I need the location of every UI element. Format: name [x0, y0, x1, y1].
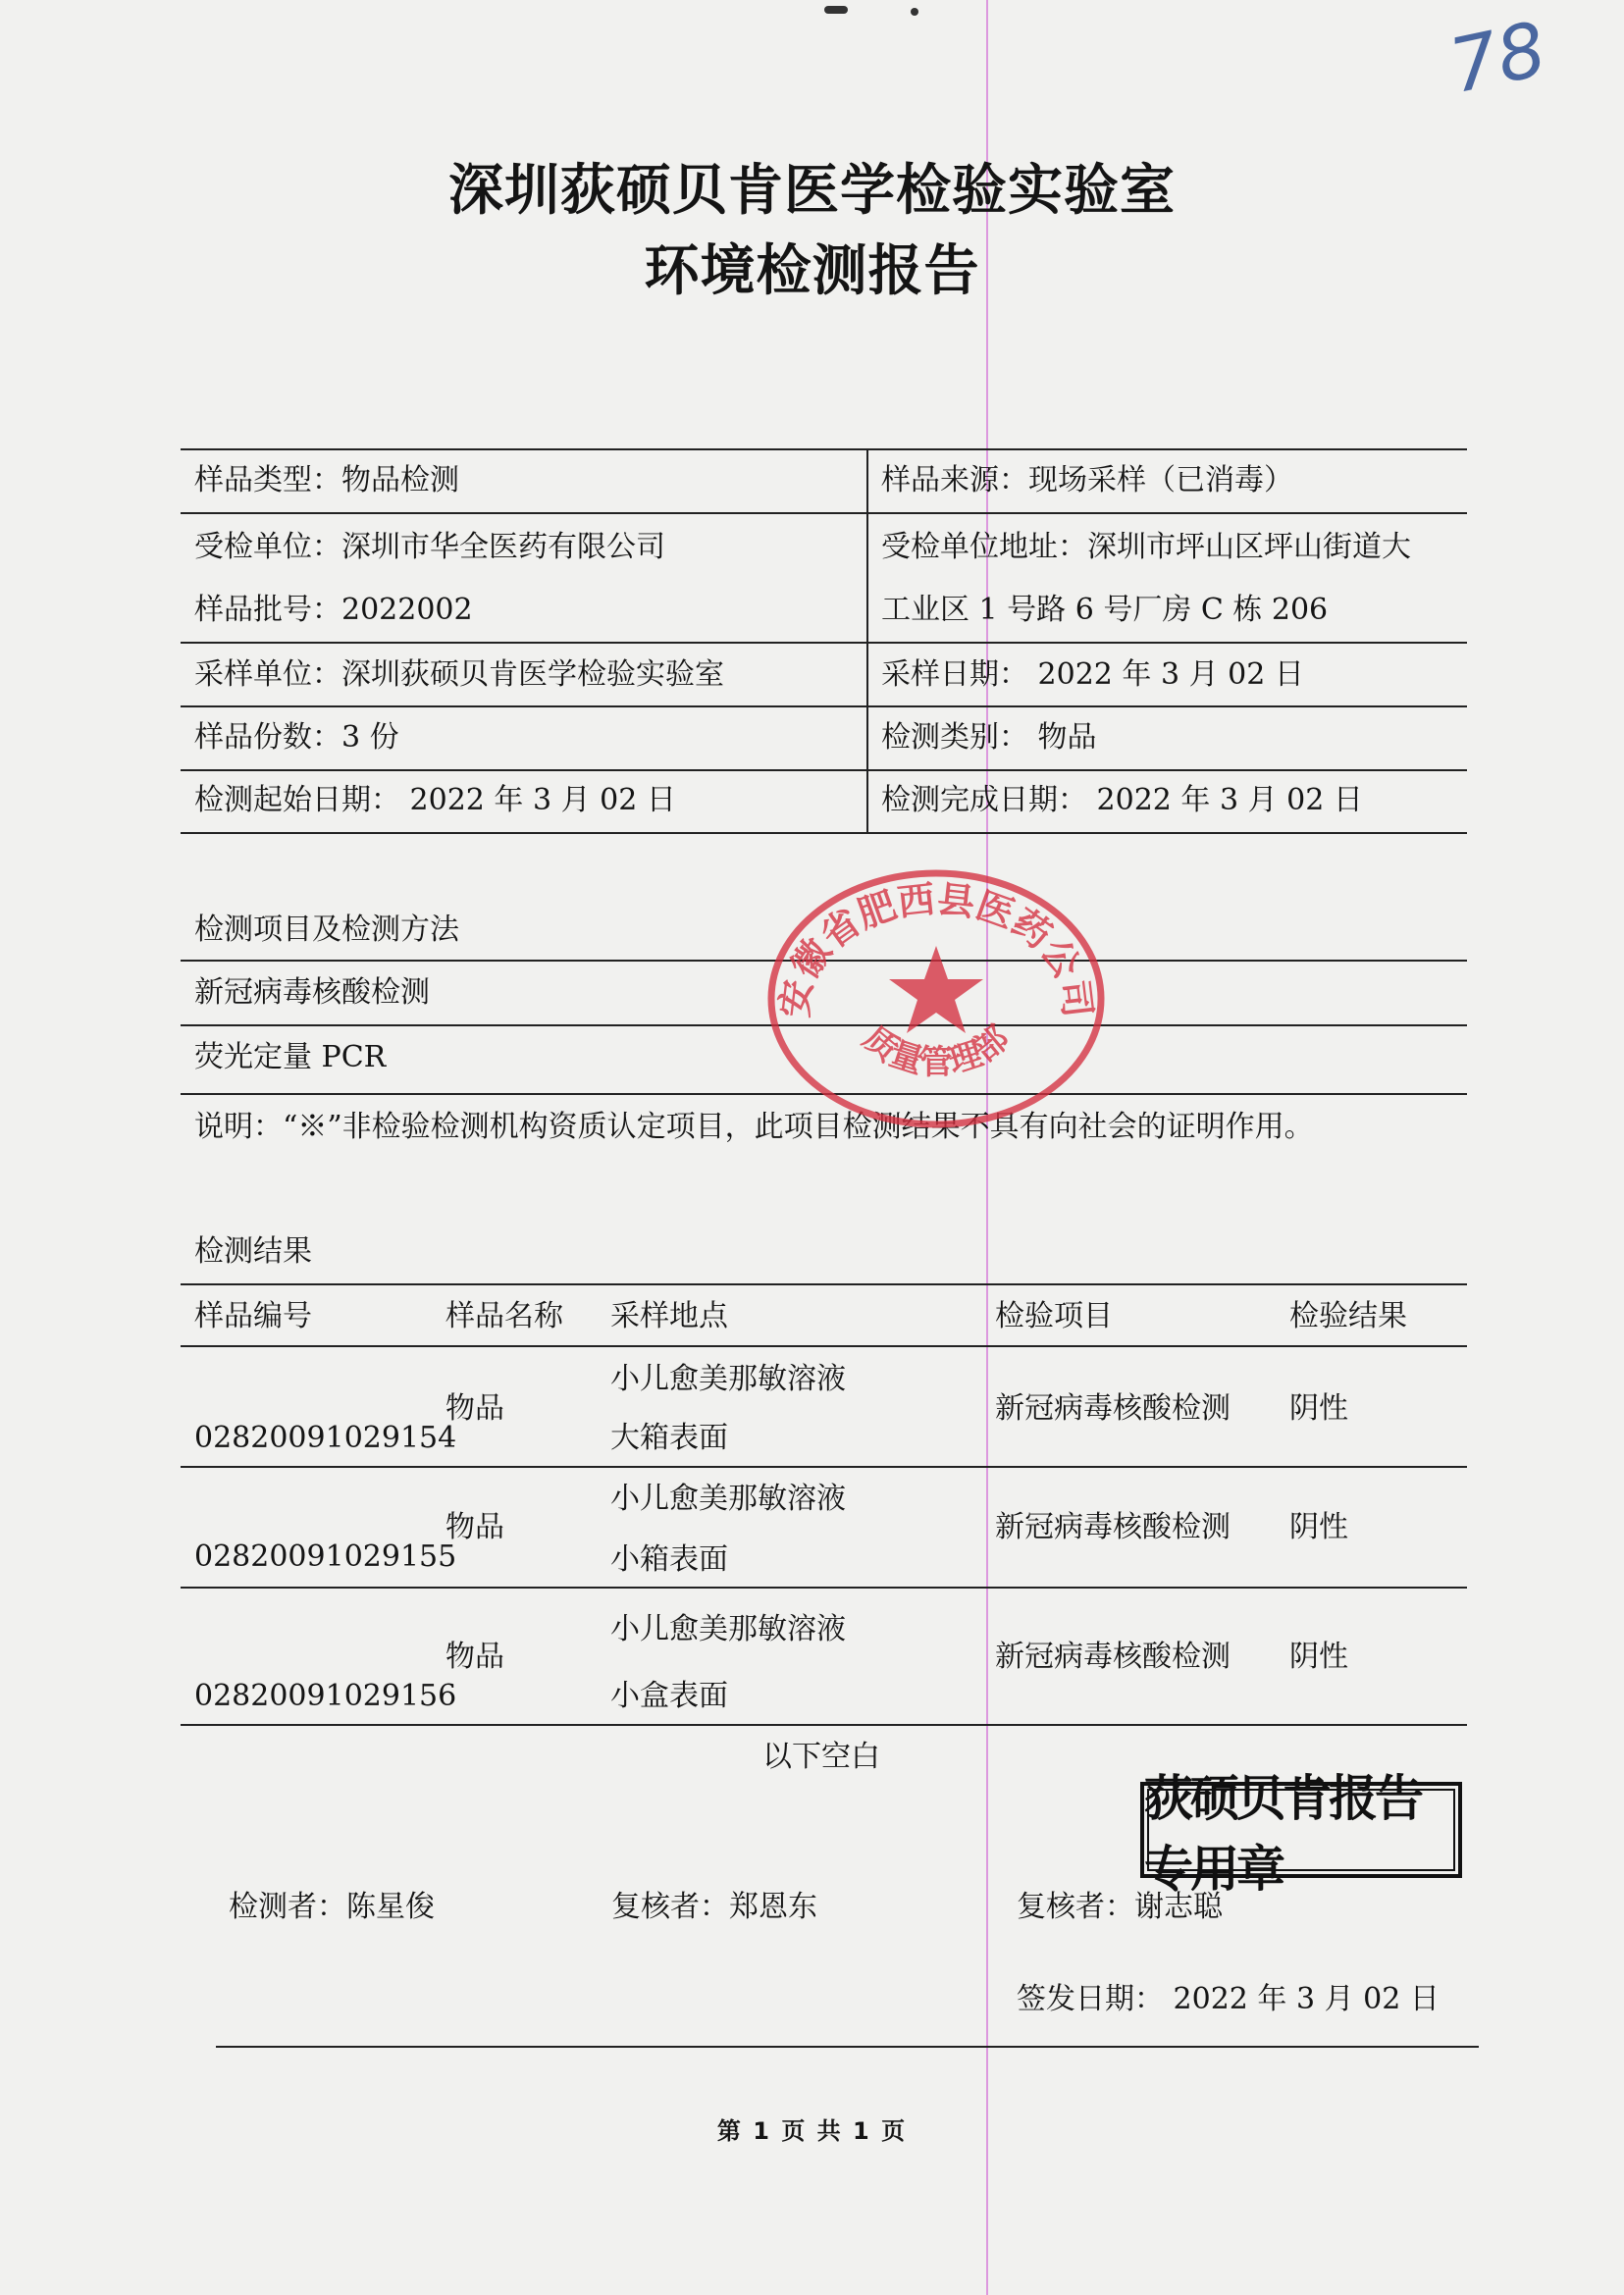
table-rule [181, 642, 1467, 644]
row2-item: 新冠病毒核酸检测 [995, 1510, 1231, 1544]
table-rule [181, 1345, 1467, 1347]
red-seal [761, 861, 1111, 1136]
table-rule [181, 1587, 1467, 1589]
row2-id: 02820091029155 [194, 1539, 457, 1574]
row1-name: 物品 [445, 1391, 504, 1426]
accreditation-note: 说明：“※”非检验检测机构资质认定项目，此项目检测结果不具有向社会的证明作用。 [194, 1110, 1314, 1144]
row3-location-line2: 小盒表面 [610, 1679, 728, 1713]
row3-location-line1: 小儿愈美那敏溶液 [610, 1612, 846, 1646]
page-number: 第 1 页 共 1 页 [716, 2117, 908, 2145]
test-method: 荧光定量 PCR [194, 1040, 387, 1074]
table-rule [181, 705, 1467, 707]
test-category: 检测类别： 物品 [881, 720, 1097, 755]
col-header-result: 检验结果 [1289, 1299, 1407, 1333]
seal-text-top: 安徽省肥西县医药公司 [772, 877, 1100, 1020]
client-address-line1: 受检单位地址：深圳市坪山区坪山街道大 [881, 530, 1411, 564]
report-stamp: 荻硕贝肯报告专用章 [1140, 1782, 1462, 1878]
row3-id: 02820091029156 [194, 1679, 457, 1713]
row1-item: 新冠病毒核酸检测 [995, 1391, 1231, 1426]
table-rule [181, 448, 1467, 450]
row2-location-line1: 小儿愈美那敏溶液 [610, 1482, 846, 1516]
col-header-name: 样品名称 [445, 1299, 563, 1333]
scan-speck [911, 8, 918, 16]
row2-name: 物品 [445, 1510, 504, 1544]
batch-number: 样品批号：2022002 [194, 593, 473, 627]
table-rule [181, 1724, 1467, 1726]
sampling-unit: 采样单位：深圳荻硕贝肯医学检验实验室 [194, 657, 724, 692]
scan-line [986, 0, 988, 2295]
sampling-date: 采样日期： 2022 年 3 月 02 日 [881, 657, 1304, 692]
blank-below-note: 以下空白 [762, 1740, 880, 1774]
row1-id: 02820091029154 [194, 1421, 457, 1455]
sample-type: 样品类型：物品检测 [194, 463, 459, 497]
table-rule [181, 1283, 1467, 1285]
test-item: 新冠病毒核酸检测 [194, 975, 430, 1010]
row2-result: 阴性 [1289, 1510, 1348, 1544]
client-unit: 受检单位：深圳市华全医药有限公司 [194, 530, 665, 564]
table-rule [181, 512, 1467, 514]
issue-date: 签发日期： 2022 年 3 月 02 日 [1017, 1982, 1440, 2016]
report-title-line2: 环境检测报告 [644, 239, 980, 303]
col-header-id: 样品编号 [194, 1299, 312, 1333]
client-address-line2: 工业区 1 号路 6 号厂房 C 栋 206 [881, 593, 1329, 627]
test-end-date: 检测完成日期： 2022 年 3 月 02 日 [881, 783, 1363, 817]
row3-name: 物品 [445, 1640, 504, 1674]
table-rule [181, 1466, 1467, 1468]
report-title-line1: 深圳荻硕贝肯医学检验实验室 [448, 159, 1176, 223]
reviewer1-signature: 复核者：郑恩东 [611, 1890, 817, 1924]
sample-source: 样品来源：现场采样（已消毒） [881, 463, 1293, 497]
col-header-item: 检验项目 [995, 1299, 1113, 1333]
test-start-date: 检测起始日期： 2022 年 3 月 02 日 [194, 783, 676, 817]
tester-signature: 检测者：陈星俊 [229, 1890, 435, 1924]
footer-rule [216, 2046, 1479, 2048]
table-rule [181, 769, 1467, 771]
seal-star [889, 946, 983, 1033]
row1-result: 阴性 [1289, 1391, 1348, 1426]
row1-location-line2: 大箱表面 [610, 1421, 728, 1455]
reviewer2-signature: 复核者：谢志聪 [1017, 1890, 1223, 1924]
seal-text-bottom: 质量管理部 [855, 1017, 1018, 1082]
scan-speck [824, 6, 848, 14]
row2-location-line2: 小箱表面 [610, 1542, 728, 1577]
row3-result: 阴性 [1289, 1640, 1348, 1674]
table-divider [866, 448, 868, 834]
results-heading: 检测结果 [194, 1234, 312, 1269]
row3-item: 新冠病毒核酸检测 [995, 1640, 1231, 1674]
methods-heading: 检测项目及检测方法 [194, 913, 459, 947]
col-header-location: 采样地点 [610, 1299, 728, 1333]
table-rule [181, 832, 1467, 834]
handwritten-page-number: 78 [1441, 4, 1553, 111]
row1-location-line1: 小儿愈美那敏溶液 [610, 1362, 846, 1396]
sample-count: 样品份数：3 份 [194, 720, 399, 755]
